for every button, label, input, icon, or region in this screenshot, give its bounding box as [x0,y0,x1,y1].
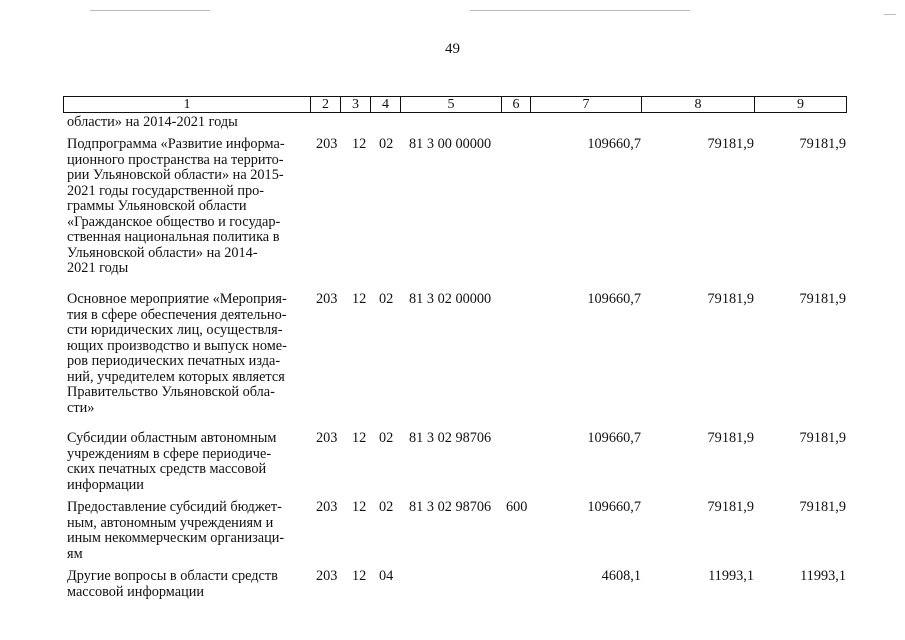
header-col-6: 6 [502,97,531,112]
cell-glav: 203 [316,136,338,152]
cell-podrazdel: 02 [379,291,394,307]
cell-amount-7: 4608,1 [601,568,641,584]
cell-amount-8: 79181,9 [707,136,754,152]
header-col-3: 3 [341,97,371,112]
cell-target-code: 81 3 02 00000 [409,291,492,307]
cell-amount-8: 11993,1 [708,568,754,584]
header-col-2: 2 [311,97,341,112]
cell-target-code: 81 3 00 00000 [409,136,492,152]
header-col-4: 4 [371,97,401,112]
cell-amount-9: 79181,9 [799,430,846,446]
cell-razdel: 12 [352,291,367,307]
cell-expense-type: 600 [506,499,528,515]
cell-amount-8: 79181,9 [707,499,754,515]
row-name: Основное мероприятие «Мероприя- тия в сфере обеспечения деятельно- сти юридических лиц, осуществля- ющих производство и выпуск номе- ров периодических печатных изда- ний, учредителем которых является Правительство Ульяновской обла- сти» [67,291,287,416]
cell-amount-9: 11993,1 [800,568,846,584]
row-name: Субсидии областным автономным учреждениям в сфере периодиче- ских печатных средств массовой информации [67,430,277,493]
scan-artifact [90,10,210,11]
cell-amount-8: 79181,9 [707,430,754,446]
cell-amount-7: 109660,7 [587,291,641,307]
cell-glav: 203 [316,430,338,446]
page-number: 49 [445,41,460,57]
cell-razdel: 12 [352,136,367,152]
header-col-5: 5 [401,97,502,112]
scan-artifact [470,10,690,11]
cell-amount-9: 79181,9 [799,499,846,515]
header-col-7: 7 [531,97,642,112]
cell-glav: 203 [316,568,338,584]
carryover-text: области» на 2014-2021 годы [67,114,238,130]
cell-amount-9: 79181,9 [799,291,846,307]
cell-podrazdel: 02 [379,430,394,446]
row-name: Предоставление субсидий бюджет- ным, автономным учреждениям и иным некоммерческим организаци- ям [67,499,285,562]
row-name: Другие вопросы в области средств массовой информации [67,568,278,600]
cell-amount-8: 79181,9 [707,291,754,307]
cell-razdel: 12 [352,568,367,584]
row-name: Подпрограмма «Развитие информа- ционного пространства на террито- рии Ульяновской области» на 2015- 2021 годы государственной про- граммы Ульяновской области «Гражданское общество и государ- ственная национальная политика в Ульяновской области» на 2014- 2021 годы [67,136,285,276]
cell-amount-7: 109660,7 [587,430,641,446]
cell-podrazdel: 04 [379,568,394,584]
cell-target-code: 81 3 02 98706 [409,499,492,515]
cell-amount-7: 109660,7 [587,136,641,152]
cell-razdel: 12 [352,430,367,446]
cell-razdel: 12 [352,499,367,515]
cell-amount-7: 109660,7 [587,499,641,515]
table-header [63,96,847,113]
cell-glav: 203 [316,291,338,307]
cell-podrazdel: 02 [379,136,394,152]
cell-target-code: 81 3 02 98706 [409,430,492,446]
scan-artifact [884,14,896,15]
header-col-1: 1 [64,97,311,112]
header-col-9: 9 [797,97,804,112]
cell-amount-9: 79181,9 [799,136,846,152]
header-col-8: 8 [642,97,755,112]
cell-podrazdel: 02 [379,499,394,515]
cell-glav: 203 [316,499,338,515]
